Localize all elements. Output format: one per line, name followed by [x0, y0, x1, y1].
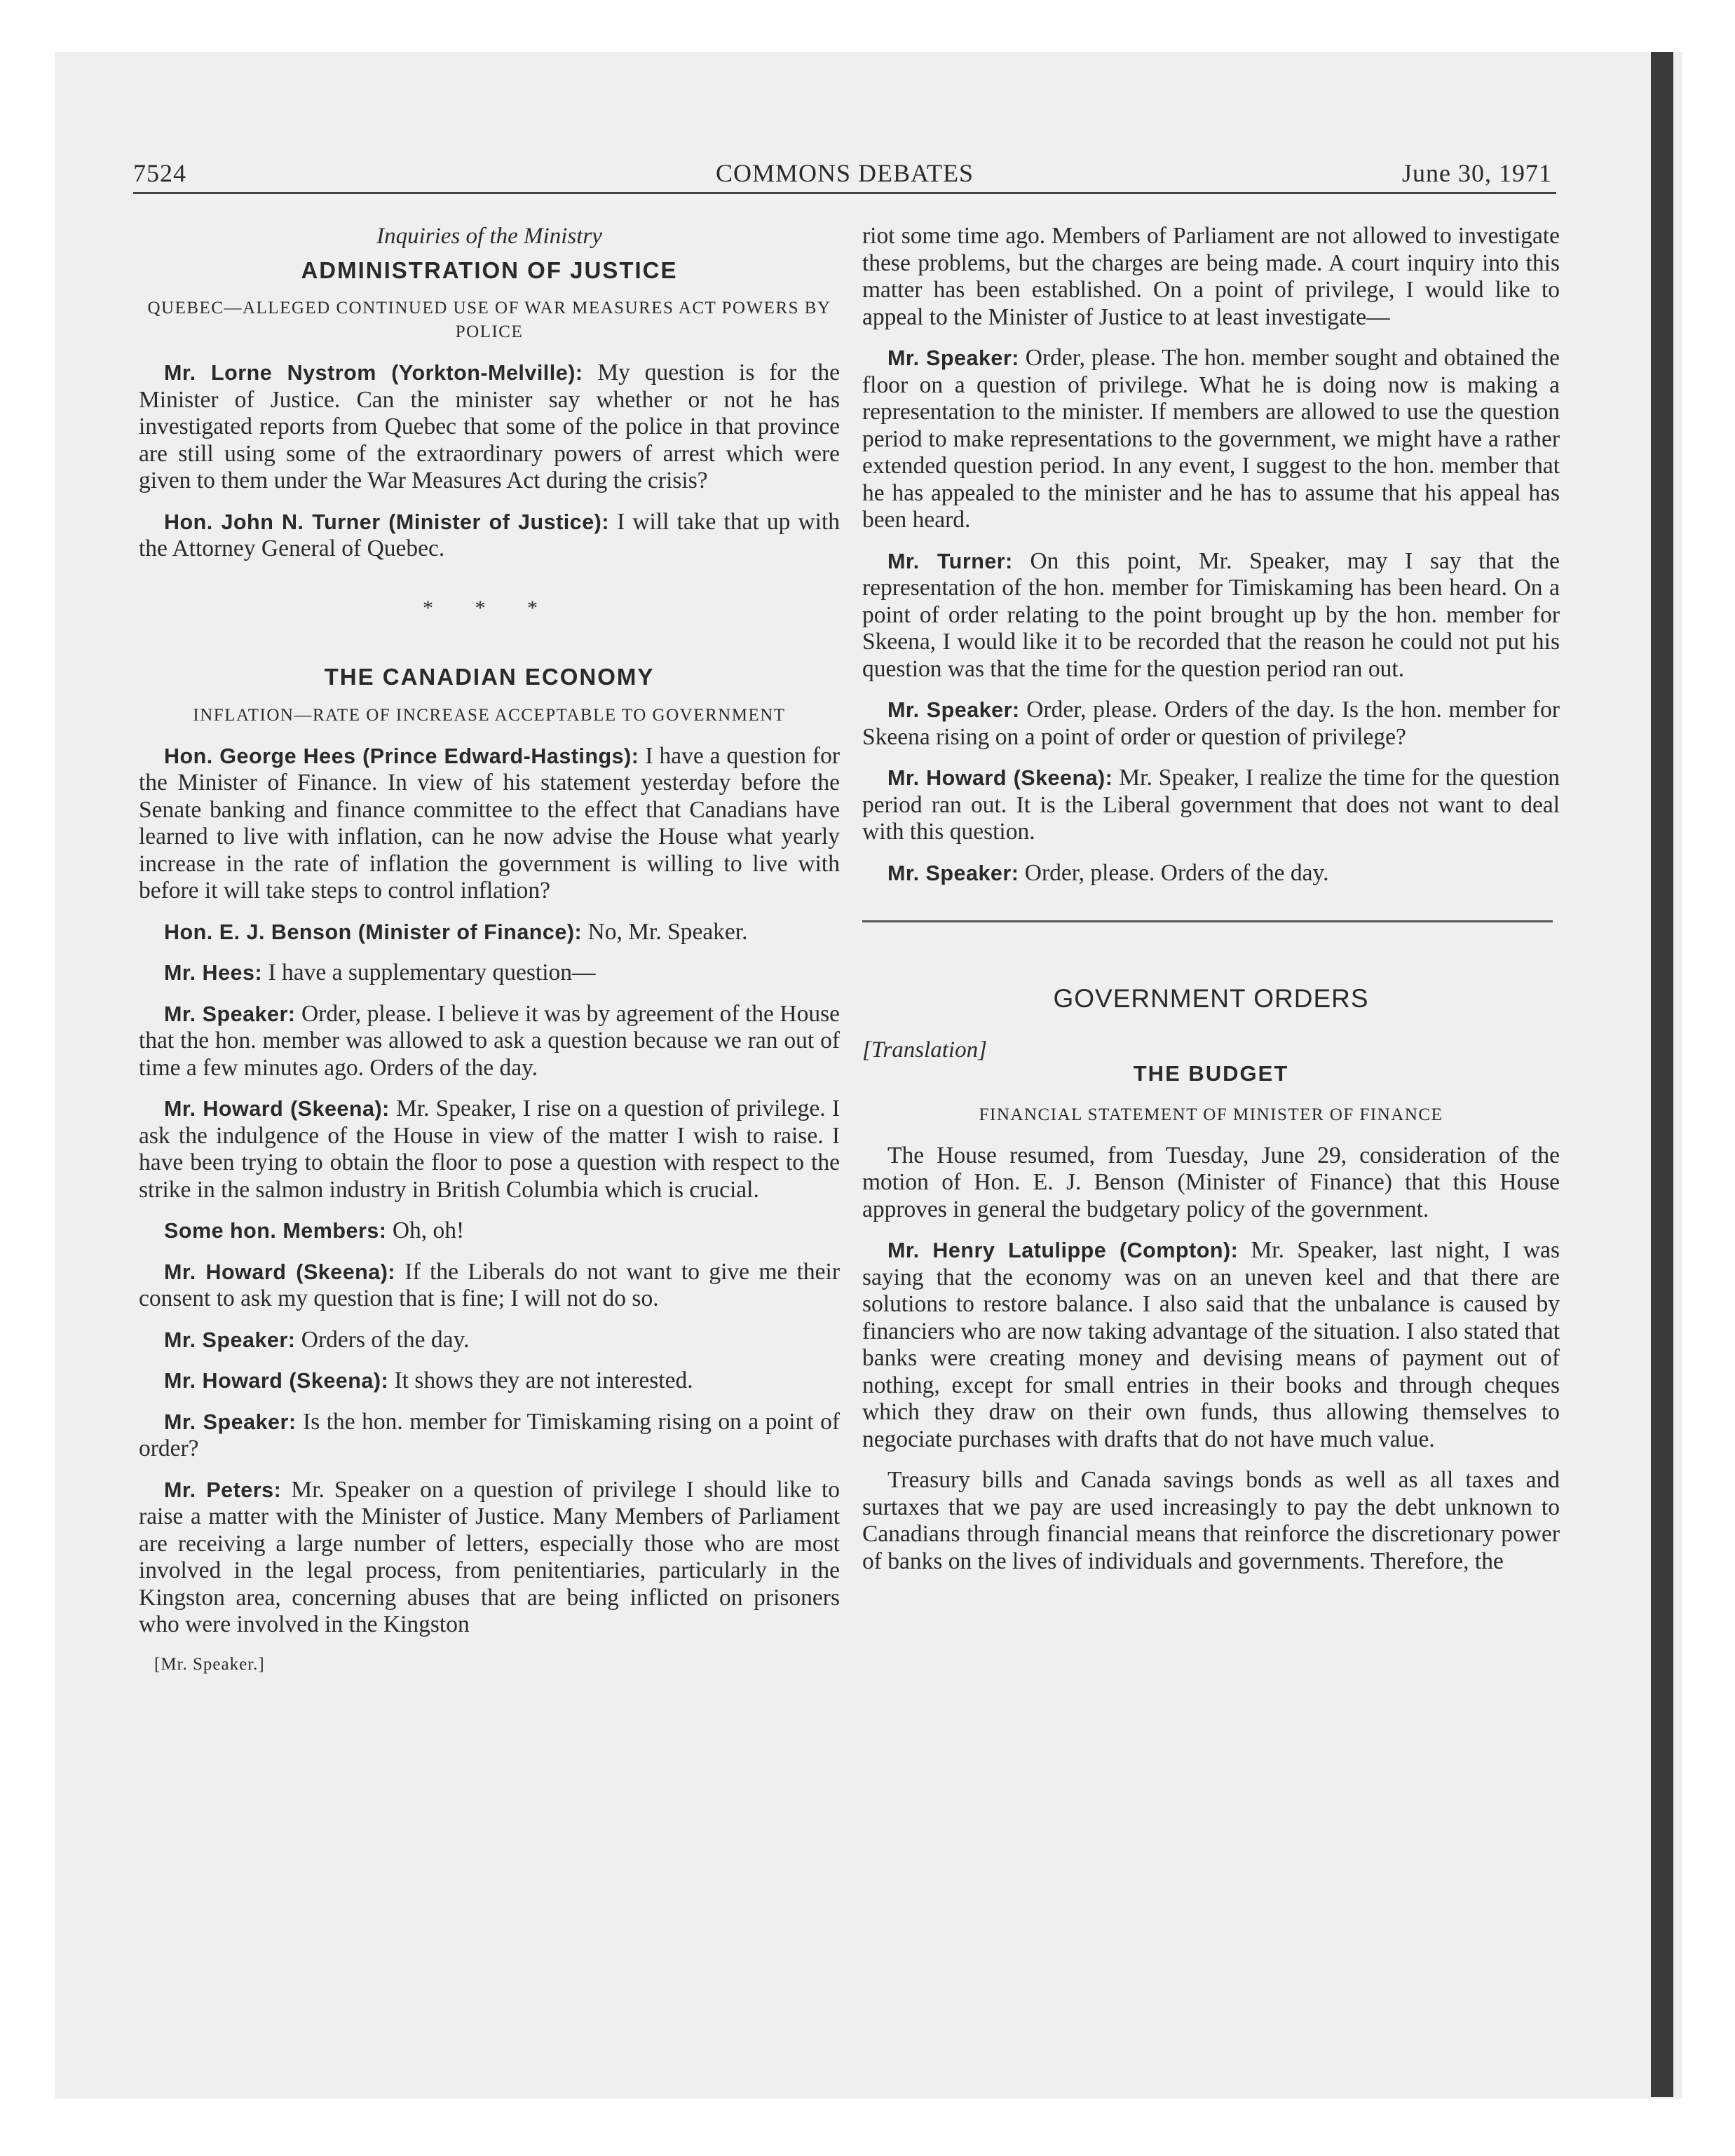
speaker-name: Mr. Lorne Nystrom (Yorkton-Melville):: [164, 361, 583, 385]
inquiries-label: Inquiries of the Ministry: [376, 224, 602, 249]
speech-text: The House resumed, from Tuesday, June 29, consideration of the motion of Hon. E. J. Benson (Minister of Finance) that this House approves in general the budgetary policy of the government.: [862, 1142, 1560, 1222]
speaker-name: Hon. John N. Turner (Minister of Justice):: [164, 510, 609, 534]
speaker-name: Mr. Turner:: [887, 549, 1013, 573]
speech-paragraph: [862, 1237, 1560, 1453]
speech-paragraph: [139, 1259, 840, 1313]
page-header: [133, 153, 1556, 194]
section-subheading: QUEBEC—ALLEGED CONTINUED USE OF WAR MEASURES ACT POWERS BY POLICE: [147, 299, 831, 341]
speech-text: Orders of the day.: [295, 1326, 470, 1353]
speech-text: Mr. Speaker, last night, I was saying that the economy was on an uneven keel and that there are solutions to restore balance. I also said that the unbalance is caused by financiers who are now taking advantage of the situation. I also stated that banks were creating money and devising means of payment out of nothing, except for small entries in their books and through cheques which they draw on their own funds, thus allowing themselves to negociate purchases with drafts that do not have much value.: [862, 1237, 1560, 1452]
speech-text: riot some time ago. Members of Parliament are not allowed to investigate these problems, but the charges are being made. A court inquiry into this matter has been established. On a point of privilege, I would like to appeal to the Minister of Justice to at least investigate—: [862, 223, 1560, 330]
budget-heading: THE BUDGET: [1133, 1061, 1289, 1086]
left-column: [139, 223, 840, 1678]
speaker-name: Mr. Speaker:: [164, 1410, 297, 1434]
speaker-name: Mr. Speaker:: [887, 861, 1019, 885]
section-subheading: INFLATION—RATE OF INCREASE ACCEPTABLE TO GOVERNMENT: [193, 705, 786, 725]
publication-title: COMMONS DEBATES: [715, 159, 974, 187]
speech-text: Is the hon. member for Timiskaming rising on a point of order?: [139, 1408, 840, 1461]
speech-paragraph: [139, 1217, 840, 1245]
government-orders-heading: GOVERNMENT ORDERS: [1053, 984, 1369, 1013]
speech-text: Mr. Speaker, I rise on a question of privilege. I ask the indulgence of the House in view of the matter I wish to raise. I have been trying to obtain the floor to pose a question with respect to the strike in the salmon industry in British Columbia which is crucial.: [139, 1096, 840, 1203]
speech-paragraph: [139, 360, 840, 495]
speech-paragraph-continued: [862, 223, 1560, 331]
speech-paragraph: [862, 697, 1560, 751]
translation-label: [Translation]: [862, 1037, 987, 1063]
speech-paragraph: [139, 509, 840, 563]
speech-text: No, Mr. Speaker.: [582, 918, 748, 945]
speaker-name: Mr. Speaker:: [164, 1328, 296, 1352]
speech-paragraph: [139, 1477, 840, 1639]
speech-text: Mr. Speaker, I realize the time for the question period ran out. It is the Liberal government that does not want to deal with this question.: [862, 765, 1560, 845]
speech-paragraph: [862, 1142, 1560, 1224]
speech-text: Mr. Speaker on a question of privilege I should like to raise a matter with the Minister of Justice. Many Members of Parliament are receiving a large number of letters, especially those who are most involved in the legal process, from penitentiaries, particularly in the Kingston area, concerning abuses that are being inflicted on prisoners who were involved in the Kingston: [139, 1476, 840, 1637]
speech-paragraph: [862, 860, 1560, 887]
speech-paragraph: [139, 960, 840, 987]
section-heading: THE CANADIAN ECONOMY: [324, 664, 655, 690]
speaker-name: Mr. Speaker:: [887, 346, 1019, 370]
speech-paragraph: [862, 1467, 1560, 1575]
speaker-name: Mr. Hees:: [164, 961, 263, 985]
budget-subheading: FINANCIAL STATEMENT OF MINISTER OF FINANCE: [979, 1105, 1443, 1124]
speaker-name: Mr. Speaker:: [887, 698, 1020, 722]
speech-text: Order, please. Orders of the day. Is the hon. member for Skeena rising on a point of order or question of privilege?: [862, 697, 1560, 750]
footer-note: [Mr. Speaker.]: [154, 1654, 265, 1674]
speech-text: Order, please. Orders of the day.: [1019, 859, 1329, 886]
speech-text: Order, please. The hon. member sought and obtained the floor on a question of privilege. What he is doing now is making a representation to the minister. If members are allowed to use the question period to make representations to the government, we might have a rather extended question period. In any event, I suggest to the hon. member that he has appealed to the minister and he has to assume that his appeal has been heard.: [862, 345, 1560, 533]
speech-paragraph: [862, 765, 1560, 846]
speech-text: My question is for the Minister of Justice. Can the minister say whether or not he has investigated reports from Quebec that some of the police in that province are still using some of the extraordinary powers of arrest which were given to them under the War Measures Act during the crisis?: [139, 360, 841, 493]
page-date: June 30, 1971: [1402, 159, 1552, 187]
speaker-name: Mr. Howard (Skeena):: [164, 1260, 396, 1284]
speech-paragraph: [139, 743, 840, 905]
speaker-name: Mr. Henry Latulippe (Compton):: [887, 1239, 1239, 1262]
speech-text: I will take that up with the Attorney General of Quebec.: [139, 508, 840, 561]
speaker-name: Mr. Howard (Skeena):: [164, 1369, 389, 1393]
speech-paragraph: [139, 1096, 840, 1203]
speaker-name: Mr. Speaker:: [164, 1002, 296, 1026]
speech-text: If the Liberals do not want to give me their consent to ask my question that is fine; I will not do so.: [139, 1258, 840, 1311]
speech-paragraph: [862, 548, 1560, 683]
speech-paragraph: [139, 1001, 840, 1082]
right-column: [862, 223, 1560, 1589]
speaker-name: Mr. Peters:: [164, 1478, 282, 1502]
speech-text: Order, please. I believe it was by agreement of the House that the hon. member was allowed to ask a question because we ran out of time a few minutes ago. Orders of the day.: [139, 1000, 840, 1081]
speech-paragraph: [139, 1409, 840, 1463]
speaker-name: Some hon. Members:: [164, 1219, 387, 1243]
speaker-name: Hon. E. J. Benson (Minister of Finance):: [164, 920, 583, 944]
speaker-name: Hon. George Hees (Prince Edward-Hastings):: [164, 744, 639, 768]
section-divider: [862, 920, 1553, 922]
section-heading: ADMINISTRATION OF JUSTICE: [301, 257, 678, 283]
section-separator: * * *: [423, 596, 556, 620]
speech-text: On this point, Mr. Speaker, may I say that the representation of the hon. member for Timiskaming has been heard. On a point of order relating to the point brought up by the hon. member for Skeena, I would like it to be recorded that the reason he could not put his question was that the time for the question period ran out.: [862, 547, 1560, 682]
speech-paragraph: [139, 1327, 840, 1354]
speech-paragraph: [139, 1367, 840, 1395]
speaker-name: Mr. Howard (Skeena):: [887, 766, 1113, 790]
speech-text: It shows they are not interested.: [388, 1367, 693, 1393]
speaker-name: Mr. Howard (Skeena):: [164, 1097, 390, 1121]
speech-text: I have a supplementary question—: [262, 960, 596, 985]
speech-paragraph: [862, 345, 1560, 534]
page-binding-edge: [1651, 52, 1673, 2097]
page-number: 7524: [133, 159, 186, 187]
speech-text: Treasury bills and Canada savings bonds as well as all taxes and surtaxes that we pay are used increasingly to pay the debt unknown to Canadians through financial means that reinforce the discretionary power of banks on the lives of individuals and governments. Therefore, the: [862, 1467, 1560, 1574]
speech-text: I have a question for the Minister of Finance. In view of his statement yesterday before the Senate banking and finance committee to the effect that Canadians have learned to live with inflation, can he now advise the House what yearly increase in the rate of inflation the government is willing to live with before it will take steps to control inflation?: [139, 742, 840, 903]
speech-paragraph: [139, 919, 840, 946]
speech-text: Oh, oh!: [386, 1217, 465, 1243]
